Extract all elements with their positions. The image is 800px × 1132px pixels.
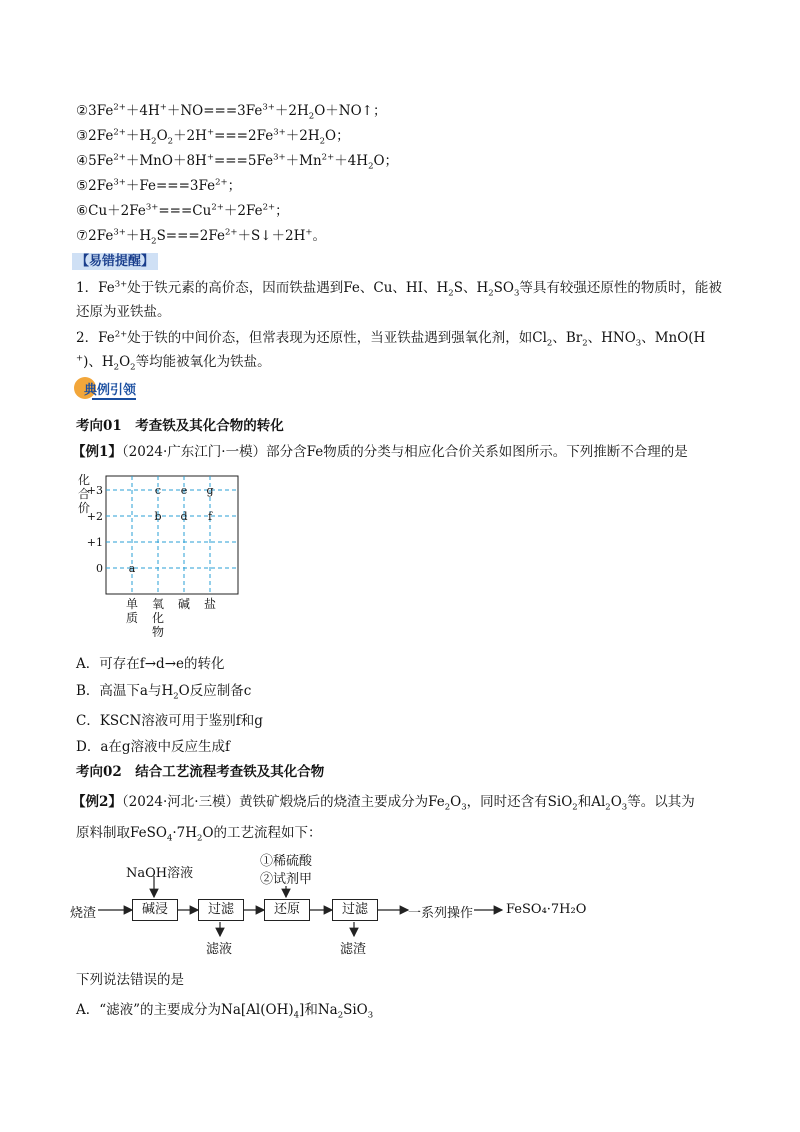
flow-filtrate: 滤液	[206, 942, 233, 957]
tip-2-line-1: 2．$Fe^{2+}$处于铁的中间价态，但常表现为还原性，当亚铁盐遇到强氧化剂，如$Cl_2$、$Br_2$、$HNO_3$、MnO(H	[76, 329, 706, 349]
equation-5: $⑤2Fe^{3+}+Fe===3Fe^{2+}$；	[76, 177, 242, 194]
tip-1-line-1: 1．$Fe^{3+}$处于铁元素的高价态，因而铁盐遇到Fe、Cu、HI、$H_2S$、$H_2SO_3$等具有较强还原性的物质时，能被	[76, 279, 722, 299]
y-axis-label-char-2: 价	[78, 501, 91, 515]
flow-product: FeSO₄·7H₂O	[506, 902, 587, 917]
category-label-2-0: 碱	[177, 597, 191, 611]
category-label-1-2: 物	[151, 625, 165, 639]
option-1-a: A．可存在f→d→e的转化	[76, 656, 225, 672]
equation-3: $③2Fe^{2+}+H_2O_2+2H^+===2Fe^{3+}+2H_2O$；	[76, 127, 350, 147]
category-label-1-1: 化	[151, 611, 165, 625]
question-2-prompt: 下列说法错误的是	[76, 972, 184, 988]
point-g: g	[206, 484, 214, 497]
tip-1-line-2: 还原为亚铁盐。	[76, 304, 171, 320]
option-1-d: D．a在g溶液中反应生成f	[76, 739, 231, 755]
badge-underline	[92, 398, 136, 400]
chart-svg	[70, 466, 270, 646]
flow-step-filter-2: 过滤	[332, 899, 378, 921]
point-f: f	[207, 510, 213, 523]
flow-start: 烧渣	[70, 906, 97, 921]
y-tick-label-3: 0	[96, 562, 103, 575]
option-1-b: B．高温下a与$H_2O$反应制备c	[76, 683, 252, 702]
flow-naoh: NaOH溶液	[126, 866, 194, 881]
y-tick-label-0: +3	[86, 484, 103, 497]
tip-heading: 【易错提醒】	[72, 250, 158, 269]
option-1-c: C．KSCN溶液可用于鉴别f和g	[76, 713, 263, 729]
y-axis-label-char-0: 化	[78, 473, 91, 487]
flow-step-filter-1: 过滤	[198, 899, 244, 921]
option-2-a: A．“滤液”的主要成分为$Na[Al(OH)_4]$和$Na_2SiO_3$	[76, 1002, 374, 1021]
flow-operations: 一系列操作	[408, 906, 474, 921]
point-b: b	[154, 510, 162, 523]
example-2-line-2: 原料制取$FeSO_4\cdot 7H_2O$的工艺流程如下：	[76, 825, 322, 844]
flow-step-alkali-leach: 碱浸	[132, 899, 178, 921]
point-e: e	[180, 484, 188, 497]
category-label-0-1: 质	[125, 611, 139, 625]
point-d: d	[180, 510, 188, 523]
flow-reagent-2: ②试剂甲	[260, 872, 313, 887]
chart-frame	[106, 476, 238, 594]
example-1-text: 【例1】（2024·广东江门·一模）部分含Fe物质的分类与相应化合价关系如图所示。下列推断不合理的是	[72, 444, 688, 460]
category-label-1-0: 氧	[151, 597, 165, 611]
example-2-line-1: 【例2】（2024·河北·三模）黄铁矿煅烧后的烧渣主要成分为$Fe_2O_3$，同时还含有SiO$_2$和$Al_2O_3$等。以其为	[72, 794, 695, 813]
equation-6: $⑥Cu+2Fe^{3+}===Cu^{2+}+2Fe^{2+}$；	[76, 202, 289, 219]
section-2-heading: 考向02 结合工艺流程考查铁及其化合物	[76, 764, 325, 780]
equation-7: $⑦2Fe^{3+}+H_2S===2Fe^{2+}+S↓+2H^+$。	[76, 227, 327, 247]
equation-2: $②3Fe^{2+}+4H^++NO===3Fe^{3+}+2H_2O+NO↑$；	[76, 102, 387, 122]
point-a: a	[128, 562, 136, 575]
category-label-0-0: 单	[125, 597, 139, 611]
valence-class-chart	[70, 466, 270, 646]
flow-step-reduce: 还原	[264, 899, 310, 921]
category-label-3-0: 盐	[203, 597, 217, 611]
equation-4: $④5Fe^{2+}+MnO+8H^+===5Fe^{3+}+Mn^{2+}+4H_2O$；	[76, 152, 399, 172]
process-flow	[70, 846, 630, 956]
flow-residue: 滤渣	[340, 942, 367, 957]
y-axis-label-char-1: 合	[78, 487, 91, 501]
y-tick-label-2: +1	[86, 536, 103, 549]
tip-2-line-2: +)、$H_2O_2$等均能被氧化为铁盐。	[76, 353, 271, 373]
section-1-heading: 考向01 考查铁及其化合物的转化	[76, 418, 284, 434]
badge-label: 典例引领	[84, 383, 137, 398]
example-badge	[70, 375, 148, 405]
y-tick-label-1: +2	[86, 510, 103, 523]
flow-reagent-1: ①稀硫酸	[260, 854, 313, 869]
point-c: c	[154, 484, 162, 497]
